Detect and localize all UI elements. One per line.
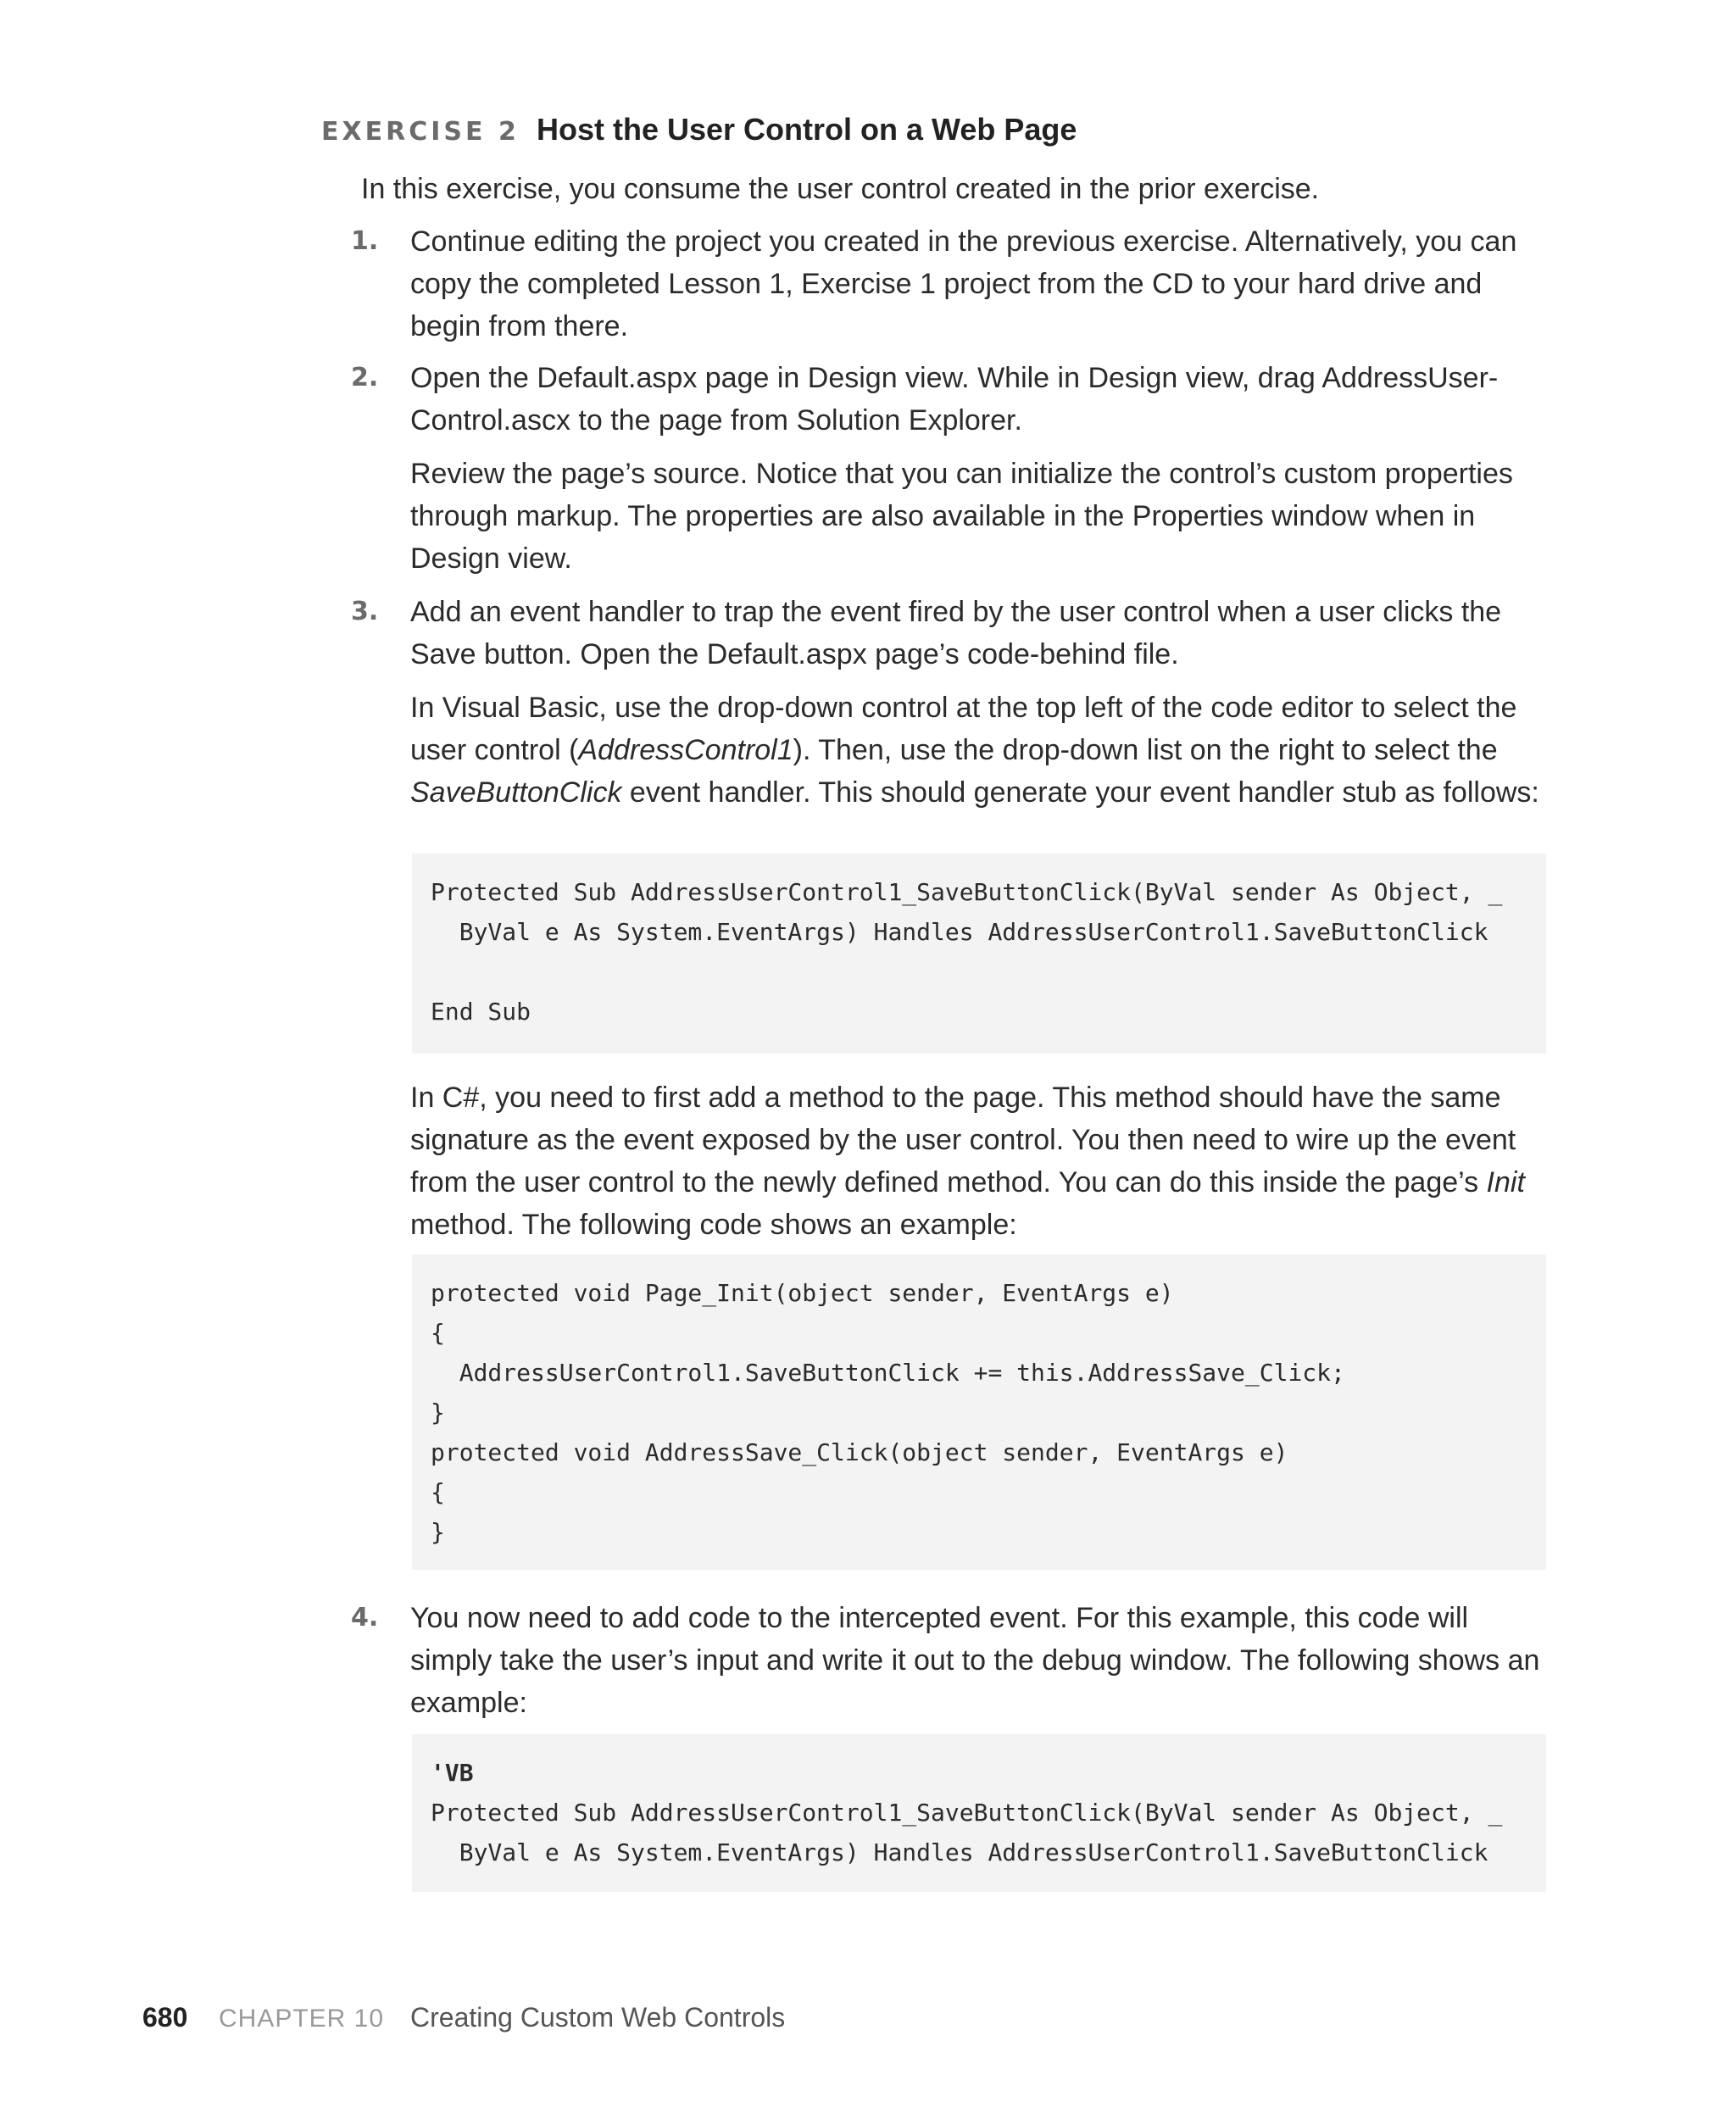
code-line: } — [431, 1399, 445, 1427]
code-line — [431, 952, 1527, 992]
step-number: 2. — [351, 363, 379, 392]
code-line: protected void AddressSave_Click(object sender, EventArgs e) — [431, 1438, 1288, 1466]
control-name: AddressControl1 — [578, 734, 793, 766]
code-line: End Sub — [431, 998, 531, 1026]
vb-instructions: In Visual Basic, use the drop-down control at the top left of the code editor to select the user control (AddressControl1). Then, use the drop-down list on the right to select the SaveButtonClick event handler. This should generate your event handler stub as follows: — [410, 692, 1539, 809]
event-name: SaveButtonClick — [410, 776, 622, 809]
exercise-title: Host the User Control on a Web Page — [537, 112, 1077, 147]
page-number: 680 — [142, 2002, 188, 2033]
code-line: protected void Page_Init(object sender, EventArgs e) — [431, 1279, 1174, 1307]
code-line: ByVal e As System.EventArgs) Handles AddressUserControl1.SaveButtonClick — [431, 918, 1488, 946]
code-line: ByVal e As System.EventArgs) Handles AddressUserControl1.SaveButtonClick — [431, 1838, 1488, 1866]
chapter-title: Creating Custom Web Controls — [410, 2002, 786, 2033]
exercise-heading — [321, 112, 1077, 147]
exercise-label: EXERCISE 2 — [321, 117, 520, 147]
step-text: You now need to add code to the intercepted event. For this example, this code will simply take the user’s input and write it out to the debug window. The following shows an example: — [410, 1602, 1540, 1719]
code-line: AddressUserControl1.SaveButtonClick += this.AddressSave_Click; — [431, 1359, 1345, 1387]
step-text: Add an event handler to trap the event fired by the user control when a user clicks the Save button. Open the Default.aspx page’s code-behind file. — [410, 596, 1502, 670]
vb-code-block — [412, 854, 1546, 1054]
code-comment: 'VB — [431, 1759, 474, 1787]
vb-code-block-2 — [412, 1734, 1546, 1892]
step-text: Open the Default.aspx page in Design view. While in Design view, drag AddressUser-Control.ascx to the page from Solution Explorer. — [410, 362, 1499, 437]
page-footer — [142, 2000, 785, 2036]
step-number: 4. — [351, 1603, 379, 1632]
step-4 — [351, 1597, 1546, 1724]
cs-instructions: In C#, you need to first add a method to the page. This method should have the same signature as the event exposed by the user control. You then need to wire up the event from the user control to the newly defined method. You can do this inside the page’s Init method. The following code shows an example: — [410, 1082, 1525, 1241]
chapter-label: CHAPTER 10 — [219, 2005, 385, 2033]
cs-code-block — [412, 1254, 1546, 1570]
step-1 — [351, 220, 1546, 348]
step-3 — [351, 591, 1546, 676]
exercise-intro: In this exercise, you consume the user control created in the prior exercise. — [361, 173, 1320, 205]
code-line: Protected Sub AddressUserControl1_SaveButtonClick(ByVal sender As Object, _ — [431, 878, 1503, 906]
step-number: 1. — [351, 226, 379, 256]
method-name: Init — [1486, 1166, 1525, 1199]
code-line: { — [431, 1478, 445, 1506]
step-2 — [351, 357, 1546, 442]
step-text: Continue editing the project you created in the previous exercise. Alternatively, you can copy the completed Lesson 1, Exercise 1 project from the CD to your hard drive and begin from there. — [410, 225, 1517, 342]
step-number: 3. — [351, 597, 379, 626]
step-2-note: Review the page’s source. Notice that you can initialize the control’s custom properties through markup. The properties are also available in the Properties window when in Design view. — [410, 458, 1513, 575]
code-line: { — [431, 1319, 445, 1347]
code-line: Protected Sub AddressUserControl1_SaveButtonClick(ByVal sender As Object, _ — [431, 1799, 1503, 1827]
code-line: } — [431, 1518, 445, 1546]
